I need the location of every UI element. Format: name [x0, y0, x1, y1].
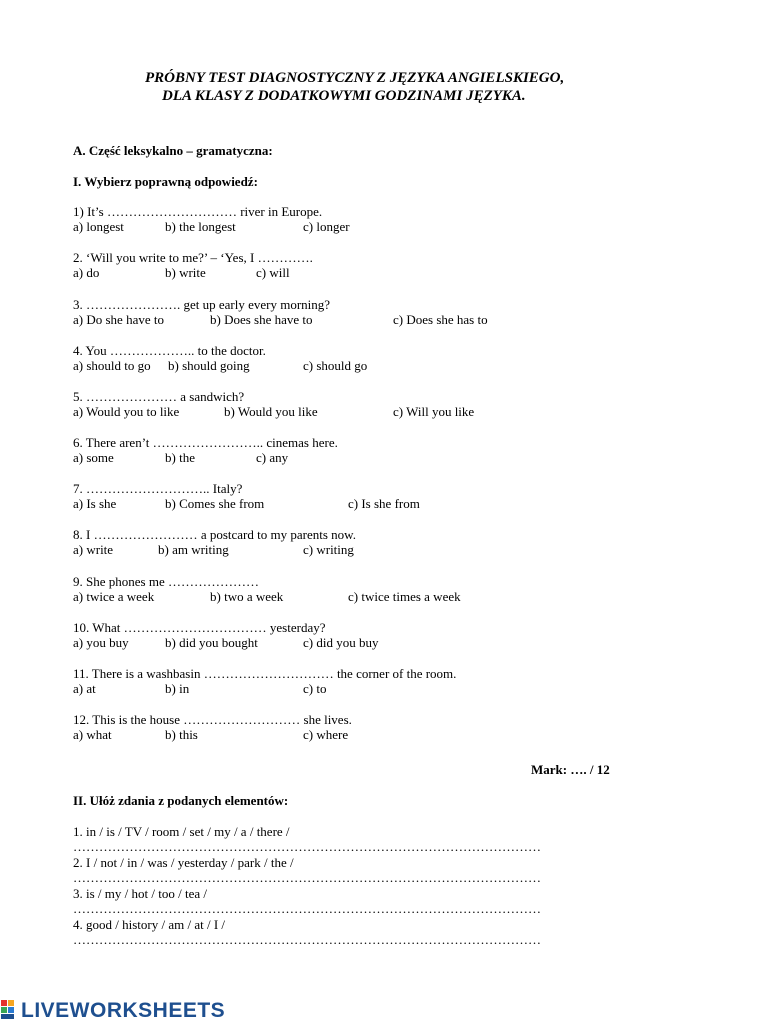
page-title-line-1: PRÓBNY TEST DIAGNOSTYCZNY Z JĘZYKA ANGIELSKIEGO, — [145, 70, 565, 86]
question-stem: 6. There aren’t …………………….. cinemas here. — [73, 435, 338, 450]
option-b[interactable]: b) Comes she from — [165, 496, 265, 511]
option-a[interactable]: a) Would you to like — [73, 404, 180, 419]
option-b[interactable]: b) am writing — [158, 542, 229, 557]
option-a[interactable]: a) Is she — [73, 496, 117, 511]
question-stem: 11. There is a washbasin ………………………… the corner of the room. — [73, 666, 457, 681]
option-b[interactable]: b) the longest — [165, 219, 236, 234]
question-stem: 4. You ……………….. to the doctor. — [73, 343, 266, 358]
option-c[interactable]: c) writing — [303, 542, 354, 557]
question-stem: 1) It’s ………………………… river in Europe. — [73, 204, 323, 219]
liveworksheets-logo[interactable] — [0, 996, 225, 1024]
sentence-prompt-3: 3. is / my / hot / too / tea / — [73, 886, 207, 901]
option-c[interactable]: c) Will you like — [393, 404, 475, 419]
part-2-heading: II. Ułóż zdania z podanych elementów: — [73, 793, 289, 808]
answer-line-4[interactable]: ……………………………………………………………………………………………… — [73, 932, 541, 947]
option-b[interactable]: b) in — [165, 681, 190, 696]
answer-line-1[interactable]: ……………………………………………………………………………………………… — [73, 839, 541, 854]
option-a[interactable]: a) what — [73, 727, 112, 742]
question-stem: 12. This is the house ……………………… she lives. — [73, 712, 352, 727]
option-b[interactable]: b) two a week — [210, 589, 284, 604]
sentence-prompt-2: 2. I / not / in / was / yesterday / park / the / — [73, 855, 294, 870]
answer-line-3[interactable]: ……………………………………………………………………………………………… — [73, 901, 541, 916]
option-b[interactable]: b) did you bought — [165, 635, 258, 650]
option-a[interactable]: a) longest — [73, 219, 124, 234]
option-c[interactable]: c) longer — [303, 219, 350, 234]
option-b[interactable]: b) Would you like — [224, 404, 318, 419]
option-a[interactable]: a) twice a week — [73, 589, 155, 604]
liveworksheets-logo-text: LIVEWORKSHEETS — [21, 998, 226, 1022]
option-c[interactable]: c) Is she from — [348, 496, 420, 511]
sentence-prompt-4: 4. good / history / am / at / I / — [73, 917, 226, 932]
option-c[interactable]: c) any — [256, 450, 289, 465]
answer-line-2[interactable]: ……………………………………………………………………………………………… — [73, 870, 541, 885]
option-a[interactable]: a) should to go — [73, 358, 151, 373]
question-stem: 10. What …………………………… yesterday? — [73, 620, 326, 635]
option-b[interactable]: b) this — [165, 727, 198, 742]
part-1-heading: I. Wybierz poprawną odpowiedź: — [73, 174, 258, 189]
option-b[interactable]: b) the — [165, 450, 195, 465]
option-a[interactable]: a) do — [73, 265, 100, 280]
option-c[interactable]: c) twice times a week — [348, 589, 461, 604]
liveworksheets-logo-icon — [0, 999, 18, 1021]
page-title-line-2: DLA KLASY Z DODATKOWYMI GODZINAMI JĘZYKA. — [162, 88, 526, 104]
option-a[interactable]: a) write — [73, 542, 114, 557]
sentence-prompt-1: 1. in / is / TV / room / set / my / a / there / — [73, 824, 290, 839]
option-c[interactable]: c) did you buy — [303, 635, 379, 650]
option-b[interactable]: b) Does she have to — [210, 312, 313, 327]
option-b[interactable]: b) should going — [168, 358, 250, 373]
question-stem: 8. I …………………… a postcard to my parents now. — [73, 527, 356, 542]
question-stem: 2. ‘Will you write to me?’ – ‘Yes, I …………. — [73, 250, 313, 265]
section-a-heading: A. Część leksykalno – gramatyczna: — [73, 143, 273, 158]
option-a[interactable]: a) you buy — [73, 635, 129, 650]
option-b[interactable]: b) write — [165, 265, 206, 280]
question-stem: 5. ………………… a sandwich? — [73, 389, 245, 404]
option-c[interactable]: c) Does she has to — [393, 312, 488, 327]
option-a[interactable]: a) Do she have to — [73, 312, 164, 327]
option-c[interactable]: c) should go — [303, 358, 368, 373]
option-a[interactable]: a) some — [73, 450, 114, 465]
part-1-mark: Mark: …. / 12 — [531, 762, 610, 777]
question-stem: 3. …………………. get up early every morning? — [73, 297, 331, 312]
option-c[interactable]: c) where — [303, 727, 349, 742]
question-stem: 7. ……………………….. Italy? — [73, 481, 243, 496]
question-stem: 9. She phones me ………………… — [73, 574, 259, 589]
option-a[interactable]: a) at — [73, 681, 96, 696]
option-c[interactable]: c) to — [303, 681, 327, 696]
option-c[interactable]: c) will — [256, 265, 290, 280]
